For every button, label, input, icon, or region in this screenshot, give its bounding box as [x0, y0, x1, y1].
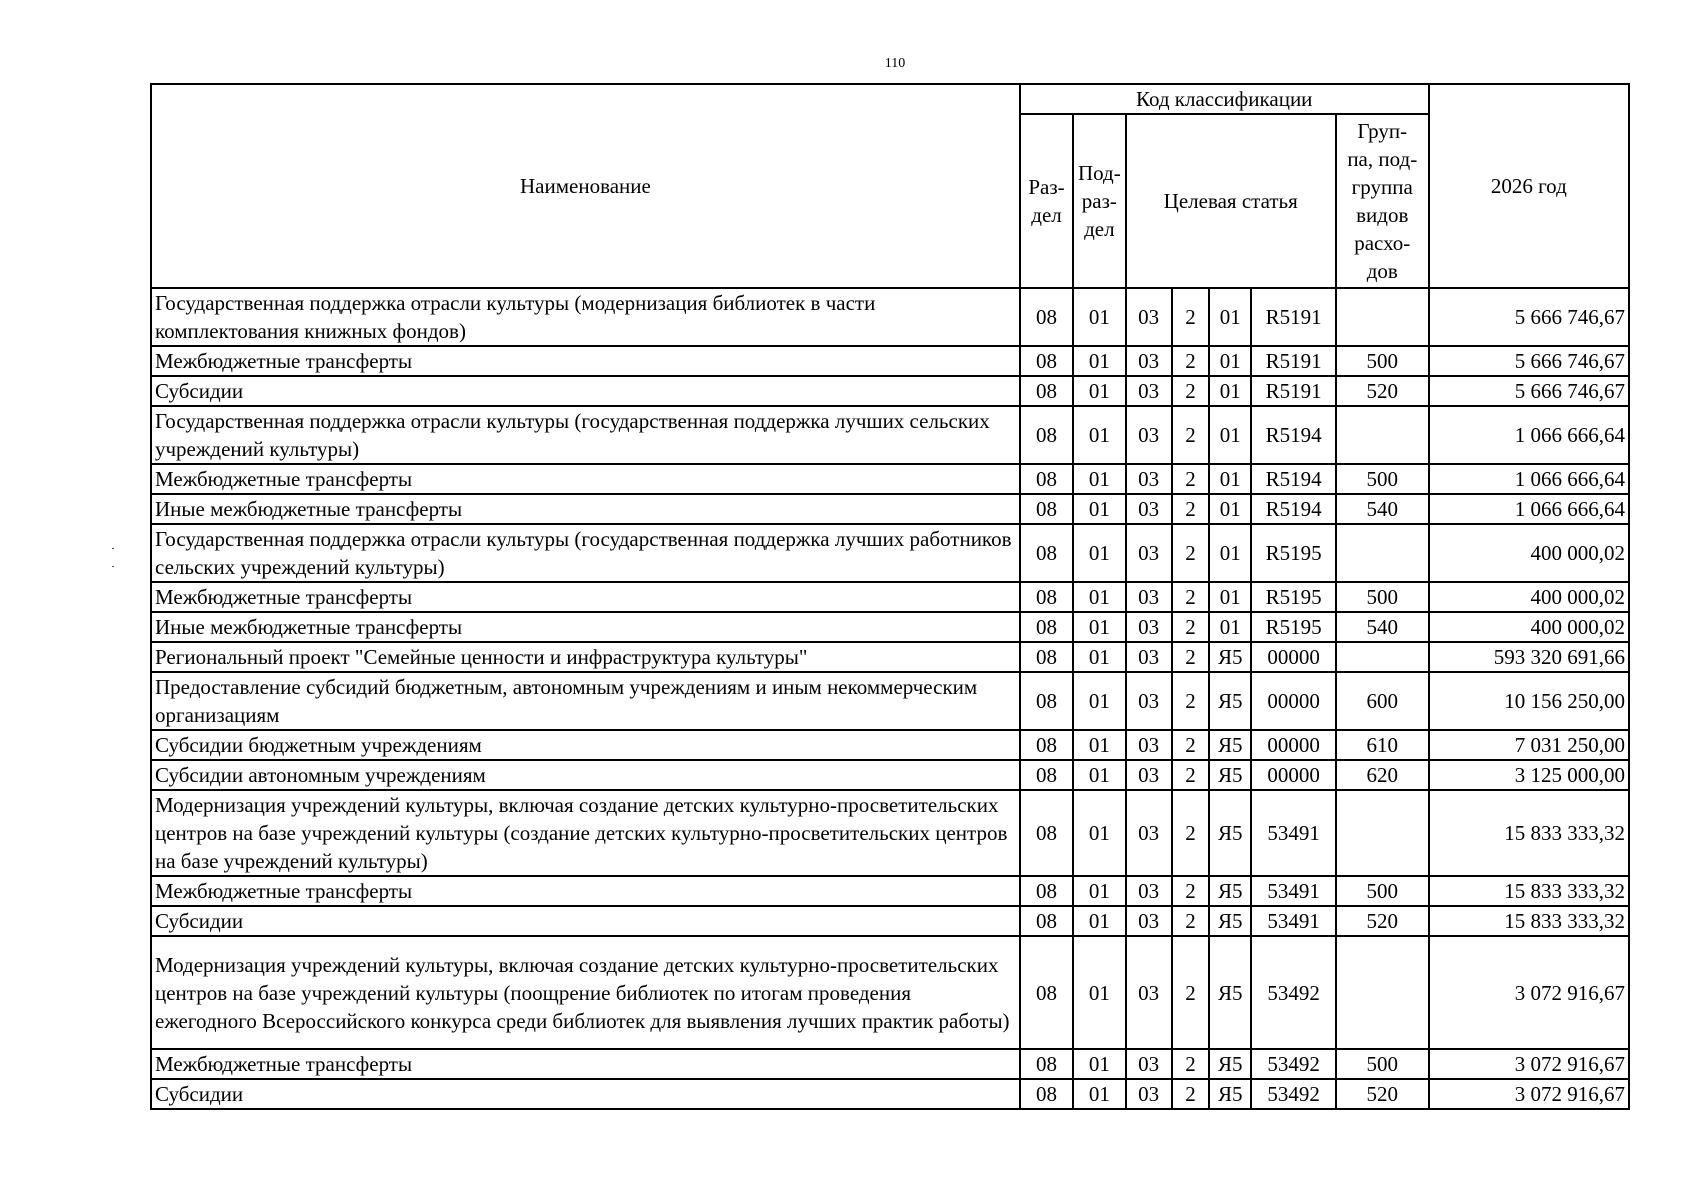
table-row	[151, 1049, 1629, 1079]
row-expense-group: 610	[1336, 730, 1429, 760]
row-expense-group: 500	[1336, 464, 1429, 494]
table-row	[151, 376, 1629, 406]
row-target-type: 2	[1172, 1079, 1209, 1109]
row-target-direction: R5191	[1251, 376, 1336, 406]
row-razdel: 08	[1020, 524, 1073, 582]
row-amount: 3 072 916,67	[1429, 1079, 1629, 1109]
table-row	[151, 760, 1629, 790]
row-target-direction: R5194	[1251, 464, 1336, 494]
row-expense-group: 520	[1336, 376, 1429, 406]
row-target-type: 2	[1172, 672, 1209, 730]
row-podrazdel: 01	[1073, 346, 1125, 376]
row-razdel: 08	[1020, 876, 1073, 906]
row-amount: 3 072 916,67	[1429, 1049, 1629, 1079]
table-row	[151, 790, 1629, 876]
row-razdel: 08	[1020, 760, 1073, 790]
row-target-type: 2	[1172, 582, 1209, 612]
budget-table	[150, 83, 1630, 1110]
row-razdel: 08	[1020, 612, 1073, 642]
row-target-direction: R5191	[1251, 346, 1336, 376]
row-target-program: 03	[1126, 936, 1172, 1049]
row-target-program: 03	[1126, 524, 1172, 582]
table-row	[151, 906, 1629, 936]
row-expense-group	[1336, 642, 1429, 672]
row-name: Межбюджетные трансферты	[151, 1049, 1020, 1079]
row-target-main-event: 01	[1209, 524, 1251, 582]
row-target-main-event: Я5	[1209, 1049, 1251, 1079]
row-podrazdel: 01	[1073, 642, 1125, 672]
header-code: Код классификации	[1020, 84, 1429, 114]
row-razdel: 08	[1020, 936, 1073, 1049]
header-target: Целевая статья	[1126, 114, 1336, 288]
table-row	[151, 730, 1629, 760]
row-amount: 7 031 250,00	[1429, 730, 1629, 760]
row-target-program: 03	[1126, 346, 1172, 376]
row-podrazdel: 01	[1073, 730, 1125, 760]
row-razdel: 08	[1020, 730, 1073, 760]
row-razdel: 08	[1020, 406, 1073, 464]
row-expense-group	[1336, 288, 1429, 346]
row-name: Иные межбюджетные трансферты	[151, 612, 1020, 642]
row-target-program: 03	[1126, 760, 1172, 790]
row-amount: 5 666 746,67	[1429, 288, 1629, 346]
row-target-main-event: Я5	[1209, 760, 1251, 790]
row-amount: 593 320 691,66	[1429, 642, 1629, 672]
table-row	[151, 672, 1629, 730]
row-name: Государственная поддержка отрасли культуры (государственная поддержка лучших сельских учреждений культуры)	[151, 406, 1020, 464]
row-podrazdel: 01	[1073, 672, 1125, 730]
table-row	[151, 1079, 1629, 1109]
row-name: Межбюджетные трансферты	[151, 876, 1020, 906]
row-name: Субсидии	[151, 376, 1020, 406]
row-target-direction: R5195	[1251, 582, 1336, 612]
table-row	[151, 582, 1629, 612]
table-body	[151, 288, 1629, 1109]
row-name: Иные межбюджетные трансферты	[151, 494, 1020, 524]
row-name: Региональный проект "Семейные ценности и инфраструктура культуры"	[151, 642, 1020, 672]
row-podrazdel: 01	[1073, 524, 1125, 582]
row-target-main-event: 01	[1209, 288, 1251, 346]
row-target-type: 2	[1172, 346, 1209, 376]
row-expense-group: 540	[1336, 494, 1429, 524]
row-target-program: 03	[1126, 464, 1172, 494]
row-name: Государственная поддержка отрасли культуры (модернизация библиотек в части комплектования книжных фондов)	[151, 288, 1020, 346]
row-target-main-event: 01	[1209, 582, 1251, 612]
row-target-direction: 53491	[1251, 906, 1336, 936]
row-target-type: 2	[1172, 612, 1209, 642]
row-target-main-event: Я5	[1209, 906, 1251, 936]
row-target-type: 2	[1172, 730, 1209, 760]
row-podrazdel: 01	[1073, 376, 1125, 406]
row-amount: 1 066 666,64	[1429, 406, 1629, 464]
row-target-main-event: 01	[1209, 612, 1251, 642]
table-row	[151, 346, 1629, 376]
row-target-type: 2	[1172, 936, 1209, 1049]
row-podrazdel: 01	[1073, 494, 1125, 524]
row-expense-group: 520	[1336, 1079, 1429, 1109]
row-target-main-event: 01	[1209, 346, 1251, 376]
row-amount: 3 072 916,67	[1429, 936, 1629, 1049]
header-group: Груп- па, под- группа видов расхо- дов	[1336, 114, 1429, 288]
table-row	[151, 612, 1629, 642]
row-target-direction: 53492	[1251, 1079, 1336, 1109]
row-expense-group: 520	[1336, 906, 1429, 936]
row-podrazdel: 01	[1073, 464, 1125, 494]
row-target-program: 03	[1126, 906, 1172, 936]
row-expense-group: 620	[1336, 760, 1429, 790]
row-name: Субсидии автономным учреждениям	[151, 760, 1020, 790]
row-amount: 1 066 666,64	[1429, 494, 1629, 524]
row-name: Модернизация учреждений культуры, включая создание детских культурно-просветительских центров на базе учреждений культуры (поощрение библиотек по итогам проведения ежегодного Всероссийского конкурса среди библиотек для выявления лучших практик работы)	[151, 936, 1020, 1049]
row-target-type: 2	[1172, 790, 1209, 876]
row-name: Субсидии	[151, 906, 1020, 936]
row-target-direction: R5195	[1251, 524, 1336, 582]
row-target-main-event: Я5	[1209, 642, 1251, 672]
row-expense-group	[1336, 936, 1429, 1049]
row-podrazdel: 01	[1073, 936, 1125, 1049]
table-row	[151, 876, 1629, 906]
row-target-direction: 53492	[1251, 1049, 1336, 1079]
row-name: Государственная поддержка отрасли культуры (государственная поддержка лучших работников сельских учреждений культуры)	[151, 524, 1020, 582]
row-name: Субсидии	[151, 1079, 1020, 1109]
row-target-direction: 00000	[1251, 672, 1336, 730]
row-target-main-event: Я5	[1209, 790, 1251, 876]
row-amount: 15 833 333,32	[1429, 790, 1629, 876]
row-razdel: 08	[1020, 464, 1073, 494]
header-name: Наименование	[151, 84, 1020, 288]
row-expense-group	[1336, 790, 1429, 876]
row-target-direction: 53492	[1251, 936, 1336, 1049]
row-target-main-event: Я5	[1209, 1079, 1251, 1109]
row-razdel: 08	[1020, 494, 1073, 524]
row-amount: 5 666 746,67	[1429, 376, 1629, 406]
row-target-type: 2	[1172, 406, 1209, 464]
scan-mark	[112, 566, 114, 567]
row-podrazdel: 01	[1073, 612, 1125, 642]
page-number: 110	[884, 56, 906, 71]
table-row	[151, 464, 1629, 494]
row-expense-group: 500	[1336, 582, 1429, 612]
row-razdel: 08	[1020, 1079, 1073, 1109]
row-razdel: 08	[1020, 288, 1073, 346]
row-amount: 10 156 250,00	[1429, 672, 1629, 730]
row-target-type: 2	[1172, 1049, 1209, 1079]
row-razdel: 08	[1020, 790, 1073, 876]
row-target-program: 03	[1126, 730, 1172, 760]
row-amount: 5 666 746,67	[1429, 346, 1629, 376]
row-amount: 400 000,02	[1429, 524, 1629, 582]
row-expense-group: 600	[1336, 672, 1429, 730]
row-razdel: 08	[1020, 346, 1073, 376]
row-podrazdel: 01	[1073, 790, 1125, 876]
row-amount: 1 066 666,64	[1429, 464, 1629, 494]
row-podrazdel: 01	[1073, 406, 1125, 464]
row-target-type: 2	[1172, 376, 1209, 406]
row-podrazdel: 01	[1073, 760, 1125, 790]
row-podrazdel: 01	[1073, 582, 1125, 612]
table-row	[151, 494, 1629, 524]
row-amount: 15 833 333,32	[1429, 876, 1629, 906]
row-target-direction: R5194	[1251, 406, 1336, 464]
table-row	[151, 936, 1629, 1049]
header-podrazdel: Под- раз- дел	[1073, 114, 1125, 288]
row-name: Предоставление субсидий бюджетным, автономным учреждениям и иным некоммерческим организациям	[151, 672, 1020, 730]
row-target-direction: 53491	[1251, 876, 1336, 906]
row-podrazdel: 01	[1073, 906, 1125, 936]
row-expense-group: 500	[1336, 1049, 1429, 1079]
row-target-main-event: Я5	[1209, 876, 1251, 906]
row-razdel: 08	[1020, 1049, 1073, 1079]
table-row	[151, 524, 1629, 582]
row-amount: 15 833 333,32	[1429, 906, 1629, 936]
row-name: Межбюджетные трансферты	[151, 346, 1020, 376]
row-target-direction: 00000	[1251, 760, 1336, 790]
row-target-main-event: 01	[1209, 464, 1251, 494]
row-target-direction: R5195	[1251, 612, 1336, 642]
row-name: Модернизация учреждений культуры, включая создание детских культурно-просветительских центров на базе учреждений культуры (создание детских культурно-просветительских центров на базе учреждений культуры)	[151, 790, 1020, 876]
row-target-type: 2	[1172, 906, 1209, 936]
header-year: 2026 год	[1429, 84, 1629, 288]
row-podrazdel: 01	[1073, 288, 1125, 346]
row-target-type: 2	[1172, 464, 1209, 494]
row-target-program: 03	[1126, 672, 1172, 730]
row-target-program: 03	[1126, 494, 1172, 524]
scan-mark	[112, 548, 114, 549]
row-target-type: 2	[1172, 642, 1209, 672]
row-name: Межбюджетные трансферты	[151, 582, 1020, 612]
row-target-main-event: 01	[1209, 376, 1251, 406]
row-target-program: 03	[1126, 876, 1172, 906]
row-target-program: 03	[1126, 612, 1172, 642]
table-row	[151, 406, 1629, 464]
row-target-main-event: 01	[1209, 406, 1251, 464]
row-razdel: 08	[1020, 582, 1073, 612]
row-target-main-event: Я5	[1209, 730, 1251, 760]
row-expense-group: 500	[1336, 876, 1429, 906]
row-target-program: 03	[1126, 376, 1172, 406]
row-expense-group	[1336, 406, 1429, 464]
row-target-direction: R5194	[1251, 494, 1336, 524]
table-row	[151, 642, 1629, 672]
row-expense-group: 540	[1336, 612, 1429, 642]
row-amount: 3 125 000,00	[1429, 760, 1629, 790]
row-target-program: 03	[1126, 406, 1172, 464]
row-target-type: 2	[1172, 760, 1209, 790]
row-target-main-event: Я5	[1209, 936, 1251, 1049]
row-target-main-event: 01	[1209, 494, 1251, 524]
row-expense-group	[1336, 524, 1429, 582]
row-target-main-event: Я5	[1209, 672, 1251, 730]
row-target-direction: 00000	[1251, 642, 1336, 672]
row-name: Субсидии бюджетным учреждениям	[151, 730, 1020, 760]
row-target-program: 03	[1126, 288, 1172, 346]
row-razdel: 08	[1020, 376, 1073, 406]
row-podrazdel: 01	[1073, 876, 1125, 906]
row-amount: 400 000,02	[1429, 582, 1629, 612]
row-target-type: 2	[1172, 494, 1209, 524]
row-target-type: 2	[1172, 524, 1209, 582]
row-target-direction: R5191	[1251, 288, 1336, 346]
row-target-direction: 00000	[1251, 730, 1336, 760]
row-target-type: 2	[1172, 876, 1209, 906]
row-target-program: 03	[1126, 790, 1172, 876]
row-name: Межбюджетные трансферты	[151, 464, 1020, 494]
row-target-program: 03	[1126, 1049, 1172, 1079]
row-target-type: 2	[1172, 288, 1209, 346]
row-razdel: 08	[1020, 672, 1073, 730]
header-razdel: Раз- дел	[1020, 114, 1073, 288]
row-target-program: 03	[1126, 582, 1172, 612]
row-podrazdel: 01	[1073, 1079, 1125, 1109]
row-amount: 400 000,02	[1429, 612, 1629, 642]
row-target-program: 03	[1126, 1079, 1172, 1109]
row-target-program: 03	[1126, 642, 1172, 672]
table-row	[151, 288, 1629, 346]
row-podrazdel: 01	[1073, 1049, 1125, 1079]
row-razdel: 08	[1020, 642, 1073, 672]
row-target-direction: 53491	[1251, 790, 1336, 876]
row-razdel: 08	[1020, 906, 1073, 936]
row-expense-group: 500	[1336, 346, 1429, 376]
